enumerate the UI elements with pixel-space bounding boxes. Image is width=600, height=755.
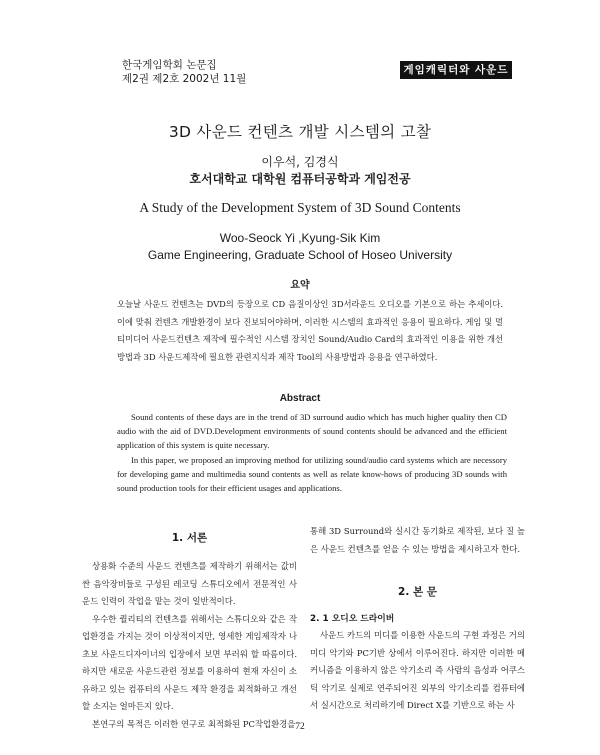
page-number: 72 xyxy=(295,722,305,732)
abstract-english-paragraph: Sound contents of these days are in the trend of 3D surround audio which has much higher quality then CD audio with the aid of DVD.Development environments of sound contents should be advanced and the efficient application of this system is quite necessary. xyxy=(117,412,507,451)
abstract-korean xyxy=(117,296,503,366)
right-column-body xyxy=(310,627,525,715)
section-2-heading: 2. 본 문 xyxy=(398,586,437,598)
abstract-english-paragraph: In this paper, we proposed an improving method for utilizing sound/audio card systems which are necessory for developing game and multimedia sound contents as well as relate know-hows of producing 3D sounds with sound production tools for their efficient usages and applications. xyxy=(117,454,507,494)
volume-issue: 제2권 제2호 2002년 11월 xyxy=(122,73,247,85)
abstract-english-heading: Abstract xyxy=(279,393,321,404)
body-paragraph: 통해 3D Surround와 실시간 동기화로 제작된, 보다 질 높은 사운드 컨텐츠를 얻을 수 있는 방법을 제시하고자 한다. xyxy=(310,526,525,554)
abstract-english xyxy=(117,410,507,495)
abstract-korean-text: 오늘날 사운드 컨텐츠는 DVD의 등장으로 CD 음질이상인 3D서라운드 오디오를 기본으로 하는 추세이다. 이에 맞춰 컨텐츠 개발환경이 보다 진보되어야하며, 이러한 시스템의 효과적인 응용이 필요하다. 게임 및 멀티미디어 사운드컨텐츠 제작에 필수적인 시스템 장치인 Sound/Audio Card의 효과적인 이용을 위한 개선방법과 3D 사운드제작에 필요한 관련지식과 제작 Tool의 사용방법과 응용을 연구하였다. xyxy=(117,299,503,362)
title-korean: 3D 사운드 컨텐츠 개발 시스템의 고찰 xyxy=(168,123,432,141)
affiliation-english: Game Engineering, Graduate School of Hoseo University xyxy=(147,248,453,262)
authors-korean: 이우석, 김경식 xyxy=(261,155,339,169)
title-english: A Study of the Development System of 3D Sound Contents xyxy=(139,200,461,215)
left-column xyxy=(82,558,297,733)
subsection-2-1-heading: 2. 1 오디오 드라이버 xyxy=(310,614,395,624)
body-paragraph: 사운드 카드의 미디를 이용한 사운드의 구현 과정은 거의 미디 악기와 PC기반 상에서 이루어진다. 하지만 이러한 메커니즘을 이용하지 않은 악기소리 즉 사람의 음성과 어쿠스틱 악기로 실제로 연주되어진 외부의 악기소리를 컴퓨터에서 실시간으로 처리하기에 Direct X를 기반으로 하는 사 xyxy=(310,630,525,710)
right-column xyxy=(310,523,525,558)
affiliation-korean: 호서대학교 대학원 컴퓨터공학과 게임전공 xyxy=(189,172,411,186)
body-paragraph: 우수한 퀄리티의 컨텐츠를 위해서는 스튜디오와 같은 작업환경을 가지는 것이 이상적이지만, 영세한 게임제작자 나 초보 사운드디자이너의 입장에서 보면 부러워 할 따름이다. 하지만 새로운 사운드관련 정보를 이용하여 현재 자신이 소유하고 있는 컴퓨터의 사운드 제작 환경을 최적화하고 개선할 소지는 얼마든지 있다. xyxy=(82,613,297,711)
section-1-heading: 1. 서론 xyxy=(171,532,208,544)
journal-name: 한국게임학회 논문집 xyxy=(122,59,217,71)
section-tag: 게임캐릭터와 사운드 xyxy=(400,61,512,79)
abstract-korean-heading: 요약 xyxy=(290,280,310,291)
body-paragraph: 상용화 수준의 사운드 컨텐츠를 제작하기 위해서는 값비싼 음악장비들로 구성된 레코딩 스튜디오에서 전문적인 사운드 인력이 작업을 맡는 것이 일반적이다. xyxy=(82,561,297,606)
body-paragraph: 본연구의 목적은 이러한 연구로 최적화된 PC작업환경을 xyxy=(92,718,296,729)
journal-info xyxy=(122,58,246,86)
authors-english: Woo-Seock Yi ,Kyung-Sik Kim xyxy=(219,231,381,245)
